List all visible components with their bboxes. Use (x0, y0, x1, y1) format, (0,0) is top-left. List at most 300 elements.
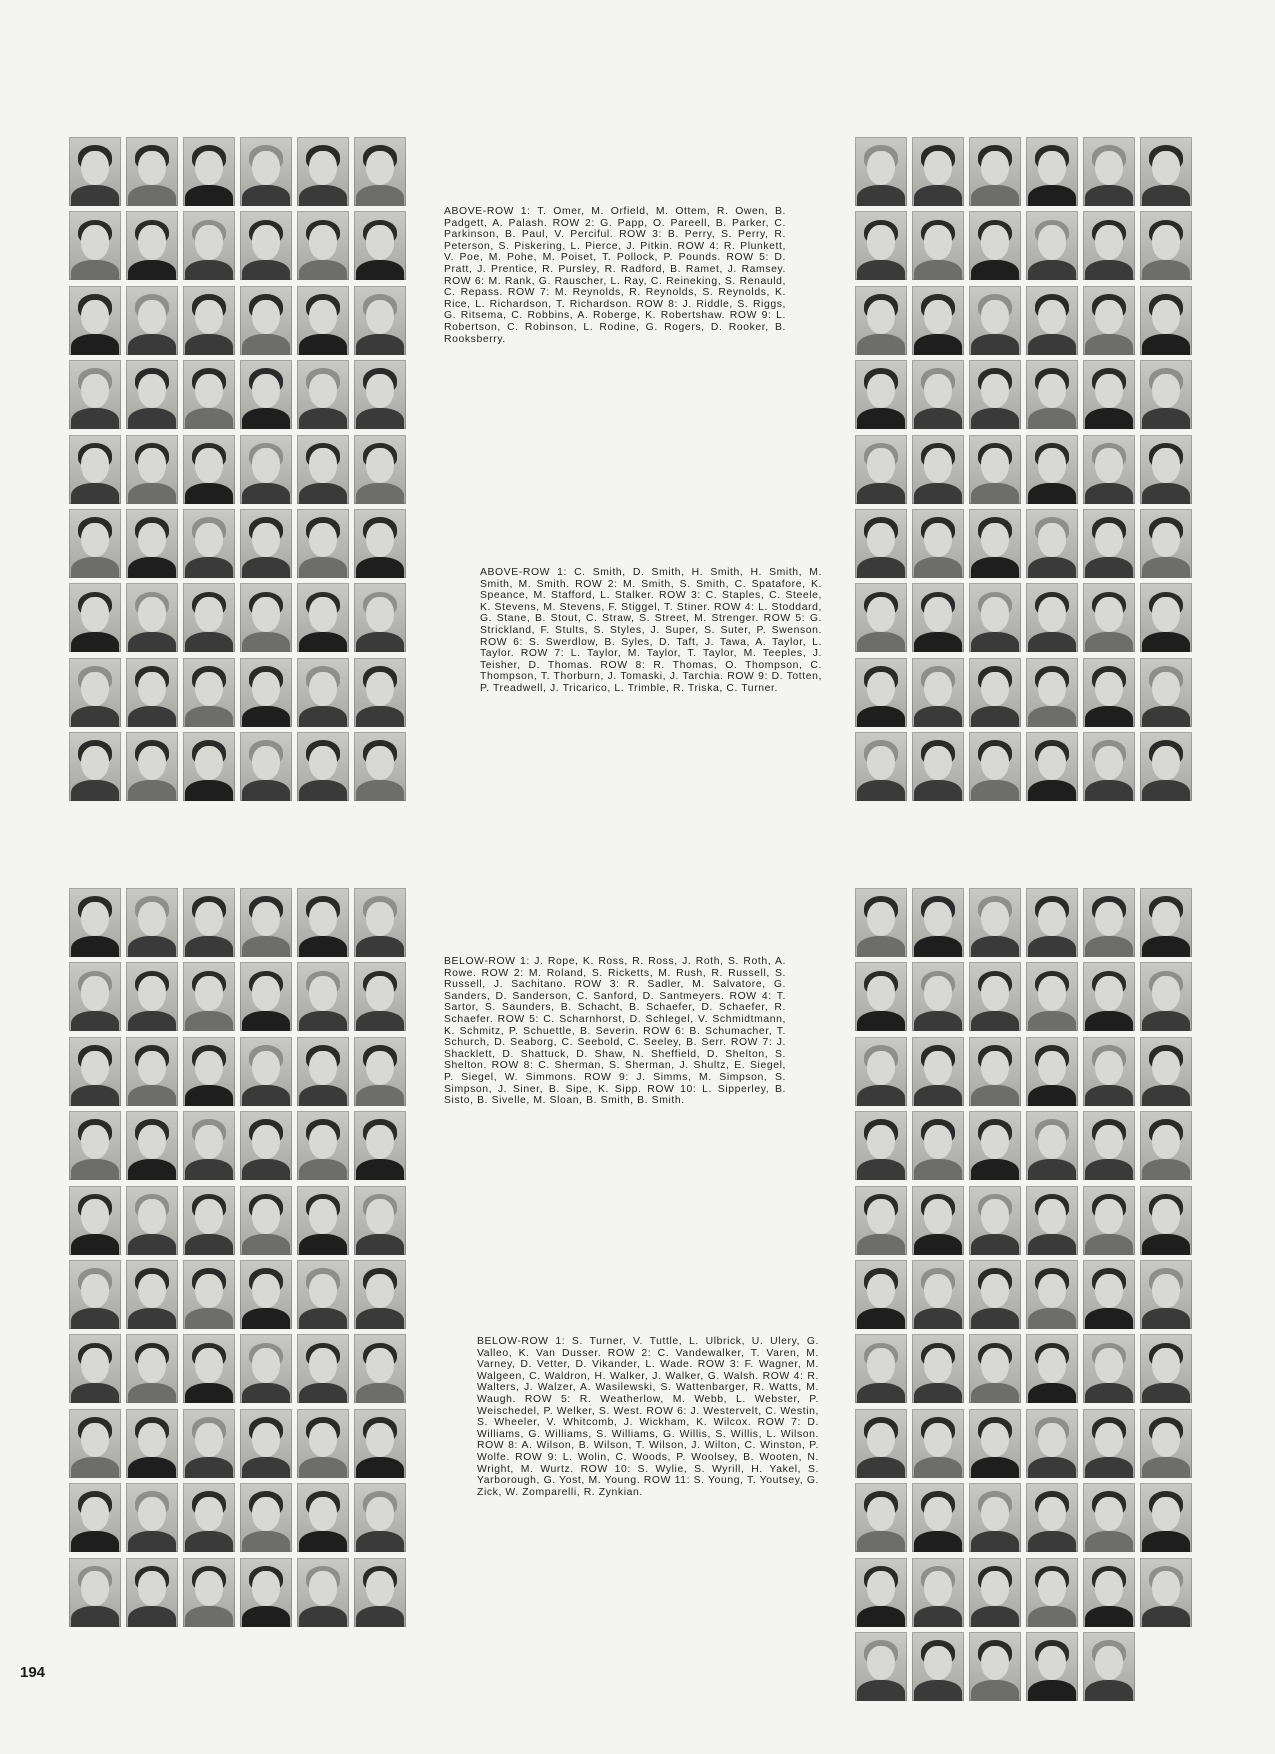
student-portrait (297, 1558, 349, 1627)
portrait-face (867, 1646, 894, 1681)
portrait-face (1038, 374, 1065, 409)
portrait-body (71, 557, 119, 578)
portrait-face (981, 300, 1008, 335)
portrait-body (857, 408, 905, 429)
portrait-body (1028, 780, 1076, 801)
portrait-body (1085, 1308, 1133, 1329)
student-portrait (855, 732, 907, 801)
portrait-face (252, 523, 279, 558)
portrait-face (309, 1571, 336, 1606)
student-portrait (1026, 509, 1078, 578)
student-portrait (354, 583, 406, 652)
student-portrait (1083, 1558, 1135, 1627)
portrait-face (195, 225, 222, 260)
student-portrait (855, 1186, 907, 1255)
student-portrait (912, 1037, 964, 1106)
student-portrait (69, 1111, 121, 1180)
portrait-face (252, 1348, 279, 1383)
student-portrait (1026, 962, 1078, 1031)
student-portrait (183, 1483, 235, 1552)
portrait-body (1142, 1457, 1190, 1478)
portrait-body (914, 1457, 962, 1478)
student-portrait (240, 360, 292, 429)
portrait-body (971, 780, 1019, 801)
portrait-body (971, 1606, 1019, 1627)
portrait-body (857, 185, 905, 206)
portrait-face (309, 902, 336, 937)
portrait-face (309, 1199, 336, 1234)
portrait-body (71, 1383, 119, 1404)
portrait-face (195, 1423, 222, 1458)
portrait-face (81, 225, 108, 260)
portrait-body (1028, 1531, 1076, 1552)
portrait-body (1142, 334, 1190, 355)
portrait-face (366, 672, 393, 707)
portrait-body (1142, 1308, 1190, 1329)
portrait-face (81, 523, 108, 558)
student-portrait (183, 360, 235, 429)
portrait-body (1028, 936, 1076, 957)
portrait-body (71, 706, 119, 727)
portrait-face (138, 1348, 165, 1383)
portrait-body (914, 334, 962, 355)
portrait-face (1095, 225, 1122, 260)
portrait-face (1038, 1571, 1065, 1606)
student-portrait (1026, 360, 1078, 429)
student-portrait (354, 658, 406, 727)
portrait-body (128, 185, 176, 206)
student-portrait (297, 962, 349, 1031)
portrait-body (1028, 260, 1076, 281)
portrait-body (242, 1606, 290, 1627)
page-number: 194 (20, 1664, 46, 1681)
portrait-body (71, 1308, 119, 1329)
portrait-body (71, 334, 119, 355)
portrait-body (1028, 1085, 1076, 1106)
student-portrait (912, 583, 964, 652)
portrait-body (185, 936, 233, 957)
student-portrait (912, 658, 964, 727)
portrait-body (1142, 1011, 1190, 1032)
portrait-body (1085, 632, 1133, 653)
portrait-face (981, 597, 1008, 632)
student-portrait (126, 1037, 178, 1106)
student-portrait (1140, 888, 1192, 957)
caption-above-s-t: ABOVE-ROW 1: C. Smith, D. Smith, H. Smith, H. Smith, M. Smith, M. Smith. ROW 2: M. Smith, S. Smith, C. Spatafore, K. Speance, M. Stafford, L. Stalker. ROW 3: C. Staples, C. Steele, K. Stevens, M. Stevens, F. Stiggel, T. Stiner. ROW 4: L. Stoddard, G. Stane, B. Stout, C. Straw, S. Street, M. Strenger. ROW 5: G. Strickland, F. Stults, S. Styles, J. Super, S. Suter, P. Swenson. ROW 6: S. Swerdlow, B. Syles, D. Taft, J. Tawa, A. Taylor, L. Taylor. ROW 7: L. Taylor, M. Taylor, T. Taylor, M. Teeples, J. Teisher, D. Thomas. ROW 8: R. Thomas, O. Thompson, C. Thompson, T. Thorburn, J. Tomaski, J. Tarchia. ROW 9: D. Totten, P. Treadwell, J. Tricarico, L. Trimble, R. Triska, C. Turner. (480, 567, 822, 694)
student-portrait (183, 137, 235, 206)
portrait-body (971, 260, 1019, 281)
portrait-face (981, 374, 1008, 409)
student-portrait (240, 1260, 292, 1329)
portrait-face (195, 1274, 222, 1309)
student-portrait (183, 583, 235, 652)
student-portrait (969, 1558, 1021, 1627)
student-portrait (1083, 286, 1135, 355)
student-portrait (969, 360, 1021, 429)
student-portrait (183, 1260, 235, 1329)
student-portrait (912, 1632, 964, 1701)
student-portrait (297, 658, 349, 727)
portrait-body (914, 260, 962, 281)
student-portrait (1083, 211, 1135, 280)
portrait-body (71, 1606, 119, 1627)
student-portrait (1026, 1409, 1078, 1478)
student-portrait (855, 1409, 907, 1478)
student-portrait (1083, 1632, 1135, 1701)
portrait-body (356, 1457, 404, 1478)
portrait-body (128, 632, 176, 653)
portrait-body (128, 1531, 176, 1552)
student-portrait (240, 658, 292, 727)
portrait-face (1152, 1497, 1179, 1532)
portrait-face (138, 1423, 165, 1458)
portrait-body (914, 1531, 962, 1552)
student-portrait (969, 435, 1021, 504)
portrait-face (252, 1423, 279, 1458)
portrait-face (252, 746, 279, 781)
portrait-body (857, 632, 905, 653)
portrait-body (971, 1159, 1019, 1180)
portrait-face (366, 1051, 393, 1086)
portrait-face (138, 1274, 165, 1309)
portrait-face (195, 976, 222, 1011)
student-portrait (354, 1260, 406, 1329)
student-portrait (354, 211, 406, 280)
portrait-face (252, 448, 279, 483)
student-portrait (126, 1186, 178, 1255)
portrait-body (914, 1011, 962, 1032)
portrait-face (1152, 1348, 1179, 1383)
portrait-body (299, 1234, 347, 1255)
student-portrait (912, 360, 964, 429)
portrait-body (971, 1011, 1019, 1032)
portrait-face (924, 448, 951, 483)
portrait-face (1095, 300, 1122, 335)
portrait-face (195, 672, 222, 707)
student-portrait (126, 962, 178, 1031)
portrait-face (867, 523, 894, 558)
portrait-body (185, 1606, 233, 1627)
portrait-face (81, 597, 108, 632)
portrait-face (138, 672, 165, 707)
portrait-face (309, 1051, 336, 1086)
portrait-body (185, 260, 233, 281)
portrait-face (1152, 672, 1179, 707)
student-portrait (354, 1111, 406, 1180)
portrait-face (924, 1125, 951, 1160)
portrait-body (857, 1680, 905, 1701)
portrait-face (924, 902, 951, 937)
portrait-face (138, 225, 165, 260)
student-portrait (240, 1037, 292, 1106)
portrait-face (252, 1199, 279, 1234)
portrait-body (1085, 334, 1133, 355)
portrait-face (1152, 225, 1179, 260)
student-portrait (354, 1334, 406, 1403)
portrait-face (1152, 1125, 1179, 1160)
portrait-body (1142, 1085, 1190, 1106)
portrait-body (971, 1234, 1019, 1255)
portrait-body (971, 185, 1019, 206)
portrait-body (1085, 1457, 1133, 1478)
student-portrait (354, 509, 406, 578)
portrait-face (981, 1274, 1008, 1309)
student-portrait (912, 1334, 964, 1403)
portrait-body (971, 408, 1019, 429)
student-portrait (912, 1111, 964, 1180)
student-portrait (969, 583, 1021, 652)
portrait-body (1142, 260, 1190, 281)
student-portrait (1140, 1483, 1192, 1552)
student-portrait (912, 1260, 964, 1329)
portrait-body (185, 408, 233, 429)
student-portrait (126, 658, 178, 727)
portrait-body (128, 1606, 176, 1627)
portrait-body (1028, 334, 1076, 355)
portrait-face (252, 902, 279, 937)
portrait-face (138, 1125, 165, 1160)
portrait-face (195, 746, 222, 781)
portrait-body (1085, 706, 1133, 727)
portrait-body (356, 483, 404, 504)
student-portrait (1083, 435, 1135, 504)
portrait-body (1085, 483, 1133, 504)
portrait-body (356, 1234, 404, 1255)
portrait-face (1152, 1274, 1179, 1309)
portrait-face (366, 597, 393, 632)
portrait-face (924, 976, 951, 1011)
student-portrait (69, 1037, 121, 1106)
portrait-body (356, 1383, 404, 1404)
portrait-body (299, 1011, 347, 1032)
student-portrait (297, 1409, 349, 1478)
portrait-body (356, 780, 404, 801)
portrait-body (71, 1457, 119, 1478)
student-portrait (297, 360, 349, 429)
student-portrait (1026, 1483, 1078, 1552)
portrait-body (356, 557, 404, 578)
portrait-face (81, 300, 108, 335)
portrait-body (242, 260, 290, 281)
portrait-body (1028, 1457, 1076, 1478)
portrait-face (1152, 300, 1179, 335)
portrait-face (81, 1199, 108, 1234)
student-portrait (912, 732, 964, 801)
student-portrait (855, 888, 907, 957)
portrait-face (981, 1571, 1008, 1606)
student-portrait (183, 1409, 235, 1478)
portrait-face (366, 1497, 393, 1532)
portrait-body (185, 1234, 233, 1255)
portrait-face (81, 976, 108, 1011)
student-portrait (1140, 1334, 1192, 1403)
portrait-body (1085, 260, 1133, 281)
portrait-face (924, 672, 951, 707)
student-portrait (1140, 1409, 1192, 1478)
student-portrait (1083, 962, 1135, 1031)
student-portrait (183, 888, 235, 957)
portrait-face (138, 448, 165, 483)
portrait-body (914, 1680, 962, 1701)
portrait-face (924, 374, 951, 409)
student-portrait (1026, 1558, 1078, 1627)
portrait-body (971, 936, 1019, 957)
student-portrait (1083, 360, 1135, 429)
student-portrait (69, 360, 121, 429)
student-portrait (69, 1186, 121, 1255)
portrait-body (242, 1085, 290, 1106)
portrait-face (924, 746, 951, 781)
student-portrait (1083, 1334, 1135, 1403)
student-portrait (297, 509, 349, 578)
student-portrait (354, 286, 406, 355)
portrait-body (299, 1383, 347, 1404)
portrait-body (242, 185, 290, 206)
portrait-body (71, 936, 119, 957)
portrait-face (867, 1497, 894, 1532)
student-portrait (69, 435, 121, 504)
portrait-face (867, 300, 894, 335)
portrait-face (1038, 1423, 1065, 1458)
portrait-body (299, 260, 347, 281)
portrait-face (1038, 1199, 1065, 1234)
student-portrait (969, 1260, 1021, 1329)
student-portrait (240, 962, 292, 1031)
student-portrait (1140, 583, 1192, 652)
portrait-face (981, 1051, 1008, 1086)
portrait-body (242, 1159, 290, 1180)
portrait-face (1095, 746, 1122, 781)
portrait-body (299, 557, 347, 578)
portrait-body (914, 1159, 962, 1180)
portrait-body (71, 185, 119, 206)
portrait-face (1152, 1051, 1179, 1086)
portrait-body (1142, 1531, 1190, 1552)
portrait-body (185, 483, 233, 504)
student-portrait (969, 888, 1021, 957)
caption-below-t-z: BELOW-ROW 1: S. Turner, V. Tuttle, L. Ulbrick, U. Ulery, G. Valleo, K. Van Dusser. ROW 2: C. Vandewalker, T. Varen, M. Varney, D. Vetter, D. Vikander, L. Wade. ROW 3: F. Wagner, M. Walgeen, C. Waldron, H. Walker, J. Walker, G. Walsh. ROW 4: R. Walters, J. Walzer, A. Wasilewski, S. Wattenbarger, R. Watts, M. Waugh. ROW 5: R. Weatherlow, M. Webb, L. Webster, P. Weischedel, P. Welker, S. West. ROW 6: J. Westervelt, C. Westin, S. Wheeler, V. Whitcomb, J. Wickham, K. Wilcox. ROW 7: D. Williams, G. Williams, S. Williams, G. Willis, S. Willis, L. Wilson. ROW 8: A. Wilson, B. Wilson, T. Wilson, J. Wilton, C. Winston, P. Wolfe. ROW 9: L. Wolin, C. Woods, P. Woolsey, B. Wooten, N. Wright, M. Wurtz. ROW 10: S. Wylie, S. Wyrill, H. Yakel, S. Yarborough, G. Yost, M. Young. ROW 11: S. Young, T. Youtsey, G. Zick, W. Zomparelli, R. Zynkian. (477, 1336, 819, 1498)
portrait-face (1038, 1274, 1065, 1309)
portrait-face (981, 902, 1008, 937)
student-portrait (183, 962, 235, 1031)
portrait-body (914, 185, 962, 206)
portrait-face (924, 1646, 951, 1681)
student-portrait (1083, 1111, 1135, 1180)
portrait-body (914, 706, 962, 727)
portrait-face (924, 523, 951, 558)
portrait-body (242, 706, 290, 727)
student-portrait (183, 1186, 235, 1255)
student-portrait (912, 1186, 964, 1255)
student-portrait (126, 137, 178, 206)
portrait-body (356, 1011, 404, 1032)
portrait-face (366, 374, 393, 409)
student-portrait (1083, 1409, 1135, 1478)
portrait-body (1085, 1085, 1133, 1106)
portrait-face (981, 672, 1008, 707)
portrait-body (242, 780, 290, 801)
portrait-body (299, 1085, 347, 1106)
portrait-body (857, 1159, 905, 1180)
portrait-body (1028, 1011, 1076, 1032)
student-portrait (969, 509, 1021, 578)
student-portrait (1140, 1186, 1192, 1255)
portrait-body (1142, 1234, 1190, 1255)
portrait-face (1038, 1125, 1065, 1160)
student-portrait (69, 286, 121, 355)
student-portrait (126, 732, 178, 801)
portrait-face (252, 374, 279, 409)
student-portrait (240, 137, 292, 206)
portrait-body (185, 780, 233, 801)
portrait-body (242, 1383, 290, 1404)
portrait-face (981, 1199, 1008, 1234)
portrait-face (81, 1125, 108, 1160)
portrait-face (981, 1497, 1008, 1532)
student-portrait (297, 1111, 349, 1180)
portrait-body (299, 1308, 347, 1329)
portrait-face (366, 523, 393, 558)
student-portrait (855, 1632, 907, 1701)
student-portrait (855, 962, 907, 1031)
student-portrait (855, 360, 907, 429)
portrait-face (1095, 1051, 1122, 1086)
portrait-face (981, 1646, 1008, 1681)
portrait-body (242, 632, 290, 653)
portrait-face (867, 1274, 894, 1309)
student-portrait (969, 137, 1021, 206)
portrait-face (138, 976, 165, 1011)
portrait-face (138, 1051, 165, 1086)
student-portrait (69, 211, 121, 280)
portrait-face (1038, 976, 1065, 1011)
portrait-body (1028, 632, 1076, 653)
portrait-body (299, 780, 347, 801)
student-portrait (1140, 1111, 1192, 1180)
portrait-face (309, 300, 336, 335)
photo-grid-top-left (69, 137, 406, 801)
portrait-face (366, 448, 393, 483)
student-portrait (354, 888, 406, 957)
portrait-body (128, 334, 176, 355)
student-portrait (969, 1409, 1021, 1478)
portrait-body (914, 483, 962, 504)
student-portrait (183, 1037, 235, 1106)
portrait-body (128, 1085, 176, 1106)
portrait-face (867, 597, 894, 632)
student-portrait (69, 962, 121, 1031)
student-portrait (855, 211, 907, 280)
portrait-face (309, 597, 336, 632)
student-portrait (969, 1111, 1021, 1180)
student-portrait (297, 211, 349, 280)
student-portrait (297, 1483, 349, 1552)
portrait-body (356, 1085, 404, 1106)
student-portrait (969, 732, 1021, 801)
student-portrait (969, 658, 1021, 727)
portrait-body (185, 1383, 233, 1404)
portrait-face (309, 1274, 336, 1309)
portrait-face (924, 151, 951, 186)
portrait-body (299, 1457, 347, 1478)
portrait-body (971, 334, 1019, 355)
portrait-body (299, 408, 347, 429)
student-portrait (969, 962, 1021, 1031)
portrait-face (252, 1274, 279, 1309)
portrait-body (1028, 706, 1076, 727)
portrait-body (299, 936, 347, 957)
portrait-body (356, 632, 404, 653)
